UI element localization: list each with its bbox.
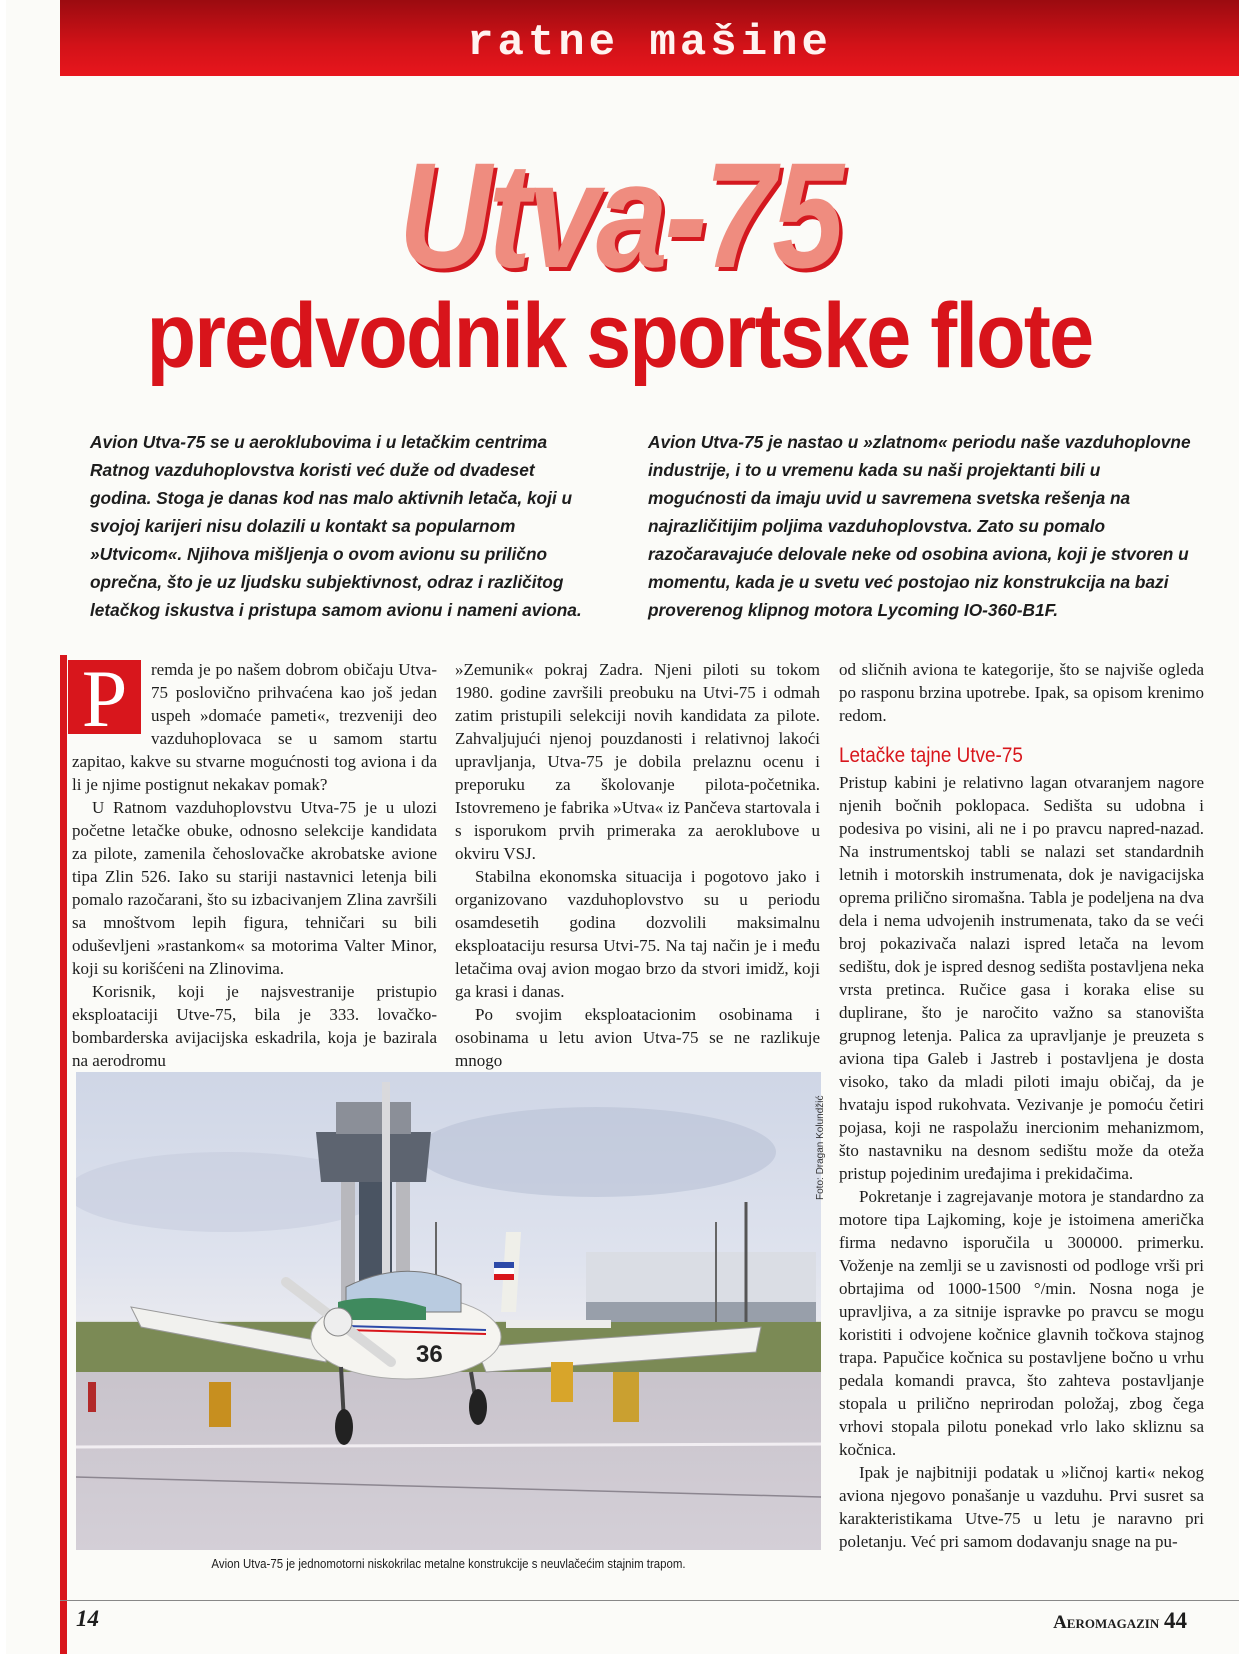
propeller-spinner: [324, 1308, 352, 1336]
body-paragraph: Ipak je najbitniji podatak u »ličnoj karti« nekog aviona njegovo ponašanje u vazduhu. Prvi susret sa karakteristikama Utve-75 u letu je naravno pri poletanju. Već pri samom dodavanju snage na pu-: [839, 1463, 1204, 1551]
wheel-chock: [209, 1382, 231, 1427]
body-paragraph: Po svojim eksploatacionim osobinama i osobinama u letu avion Utva-75 se ne razlikuje mnogo: [455, 1005, 820, 1070]
article-subtitle: predvodnik sportske flote: [146, 285, 1093, 387]
aircraft-illustration: [76, 1072, 821, 1550]
photo-credit: Foto: Dragan Kolundžić: [815, 1095, 826, 1200]
tail-flag-white: [494, 1268, 514, 1274]
section-subheading: Letačke tajne Utve-75: [839, 744, 1023, 767]
body-column-3: [839, 658, 1204, 1553]
page-edge: [0, 0, 6, 1654]
fire-extinguisher: [88, 1382, 96, 1412]
wheel-chock: [613, 1372, 639, 1422]
body-paragraph: Korisnik, koji je najsvestranije pristupio eksploataciji Utve-75, bila je 333. lovačko-bombarderska avijacijska eskadrila, koja je bazirala na aerodromu: [72, 982, 437, 1070]
section-title: ratne mašine: [467, 18, 832, 68]
body-paragraph: [72, 653, 437, 796]
body-paragraph: »Zemunik« pokraj Zadra. Njeni piloti su tokom 1980. godine završili preobuku na Utvi-75 i odmah zatim pristupili selekciji novih kandidata za pilote. Zahvaljujući njenoj pouzdanosti i relativnoj lakoći upravljanja, Utva-75 je dobila prelaznu ocenu i preporuku za školovanje pilota-početnika. Istovremeno je fabrika »Utva« iz Pančeva startovala i s isporukom prvih primeraka za aeroklubove u okviru VSJ.: [455, 660, 820, 863]
main-wheel: [469, 1389, 487, 1425]
tower-cab: [316, 1132, 431, 1182]
tarmac-line: [76, 1444, 821, 1447]
body-column-1: [72, 653, 437, 1072]
body-paragraph: Stabilna ekonomska situacija i pogotovo jako i organizovano vazduhoplovstvo su u periodu osamdesetih godina dozvolili maksimalnu eksploataciju resursa Utvi-75. Na taj način je i među letačima ovaj avion mogao brzo da stvori imidž, koji ga krasi i danas.: [455, 867, 820, 1001]
photo-caption: Avion Utva-75 je jednomotorni niskokrilac metalne konstrukcije s neuvlačećim stajnim trapom.: [211, 1556, 686, 1571]
magazine-footer: [1053, 1608, 1187, 1634]
aircraft-photo: [76, 1072, 821, 1550]
page-number: 14: [76, 1606, 99, 1631]
body-paragraph: od sličnih aviona te kategorije, što se najviše ogleda po rasponu brzina upotrebe. Ipak, sa opisom krenimo redom.: [839, 660, 1204, 725]
drop-cap: P: [68, 660, 141, 734]
cloud: [416, 1107, 776, 1197]
paragraph-text: remda je po našem dobrom običaju Utva-75 poslovično prihvaćena kao još jedan uspeh »domaće pameti«, trezveniji deo vazduhoplovaca se u samom startu zapitao, kakve su stvarne mogućnosti tog aviona i da li je njime postignut nekakav pomak?: [72, 660, 437, 794]
aircraft-stabilizer: [506, 1320, 611, 1328]
body-paragraph: Pokretanje i zagrejavanje motora je standardno za motore tipa Lajkoming, koje je istoimena američka firma nedavno isporučila u 300000. primerku. Voženje na zemlji se u zavisnosti od podloge vrši pri obrtajima od 1000-1500 °/min. Nosna noga je upravljiva, a za sitnije ispravke po pravcu se mogu koristiti i odvojene kočnice glavnih točkova stajnog trapa. Papučice kočnica su postavljene bočno u vrhu pedala komandi pravca, što zahteva postavljanje stopala u prilično neprirodan položaj, zbog čega vrhovi stopala pilotu ponekad vrlo lako skliznu sa kočnica.: [839, 1187, 1204, 1459]
body-paragraph: Pristup kabini je relativno lagan otvaranjem nagore njenih bočnih poklopaca. Sedišta su udobna i podesiva po visini, ali ne i po pravcu napred-nazad. Na instrumentskoj tabli se nalazi set standardnih letnih i motorskih instrumenata, dok je navigacijska oprema prilično siromašna. Tabla je podeljena na dva dela i nema udvojenih instrumenata, tako da se veći broj pokazivača nalazi ispred letača na levom sedištu, dok je ispred desnog sedišta postavljena neka vrsta pretinca. Ručice gasa i koraka elise su duplirane, što je naročito važno sa stanovišta grupnog letenja. Palica za upravljanje je preuzeta s aviona tipa Galeb i Jastreb i postavljena je dosta visoko, tako da mladi piloti imaju običaj, da je hvataju ispod rukohvata. Vezivanje je pomoću četiri pojasa, koji ne raspolažu inercionim mehanizmom, što nastavniku na desnom sedištu može da oteža pristup pojedinim uređajima i prekidačima.: [839, 773, 1204, 1183]
tower-top: [336, 1102, 411, 1134]
nose-wheel: [335, 1409, 353, 1445]
tarmac-seam: [76, 1477, 821, 1497]
lead-paragraph-left: Avion Utva-75 se u aeroklubovima i u letačkim centrima Ratnog vazduhoplovstva koristi već duže od dvadeset godina. Stoga je danas kod nas malo aktivnih letača, koji u svojoj karijeri nisu dolazili u kontakt sa popularnom »Utvicom«. Njihova mišljenja o ovom avionu su prilično oprečna, što je uz ljudsku subjektivnost, odraz i različitog letačkog iskustva i pristupa samom avionu i nameni aviona.: [90, 432, 582, 620]
article-title: Utva-75: [398, 131, 841, 299]
wheel-chock: [551, 1362, 573, 1402]
footer-rule: [60, 1600, 1239, 1601]
section-banner: [60, 0, 1239, 76]
aircraft-number: 36: [416, 1341, 443, 1368]
accent-rule: [60, 655, 67, 1654]
body-column-2: [455, 658, 820, 1072]
body-paragraph: U Ratnom vazduhoplovstvu Utva-75 je u ulozi početne letačke obuke, odnosno selekcije kandidata za pilote, zamenila čehoslovačke akrobatske avione tipa Zlin 526. Iako su stariji nastavnici letenja bili pomalo razočarani, što su izbacivanjem Zlina završili sa mnoštvom lepih figura, tehničari su bili oduševljeni »rastankom« sa motorima Valter Minor, koji su korišćeni na Zlinovima.: [72, 798, 437, 978]
lead-paragraph-right: Avion Utva-75 je nastao u »zlatnom« periodu naše vazduhoplovne industrije, i to u vremenu kada su naši projektanti bili u mogućnosti da imaju uvid u savremena svetska rešenja na najrazličitijim poljima vazduhoplovstva. Zato su pomalo razočaravajuće delovale neke od osobina aviona, koji je stvoren u momentu, kada je u svetu već postojao niz konstrukcija na bazi proverenog klipnog motora Lycoming IO-360-B1F.: [648, 432, 1191, 620]
tail-flag-blue: [494, 1262, 514, 1268]
magazine-name: Aeromagazin: [1053, 1612, 1160, 1633]
tail-flag-red: [494, 1274, 514, 1280]
issue-number: 44: [1164, 1608, 1187, 1633]
